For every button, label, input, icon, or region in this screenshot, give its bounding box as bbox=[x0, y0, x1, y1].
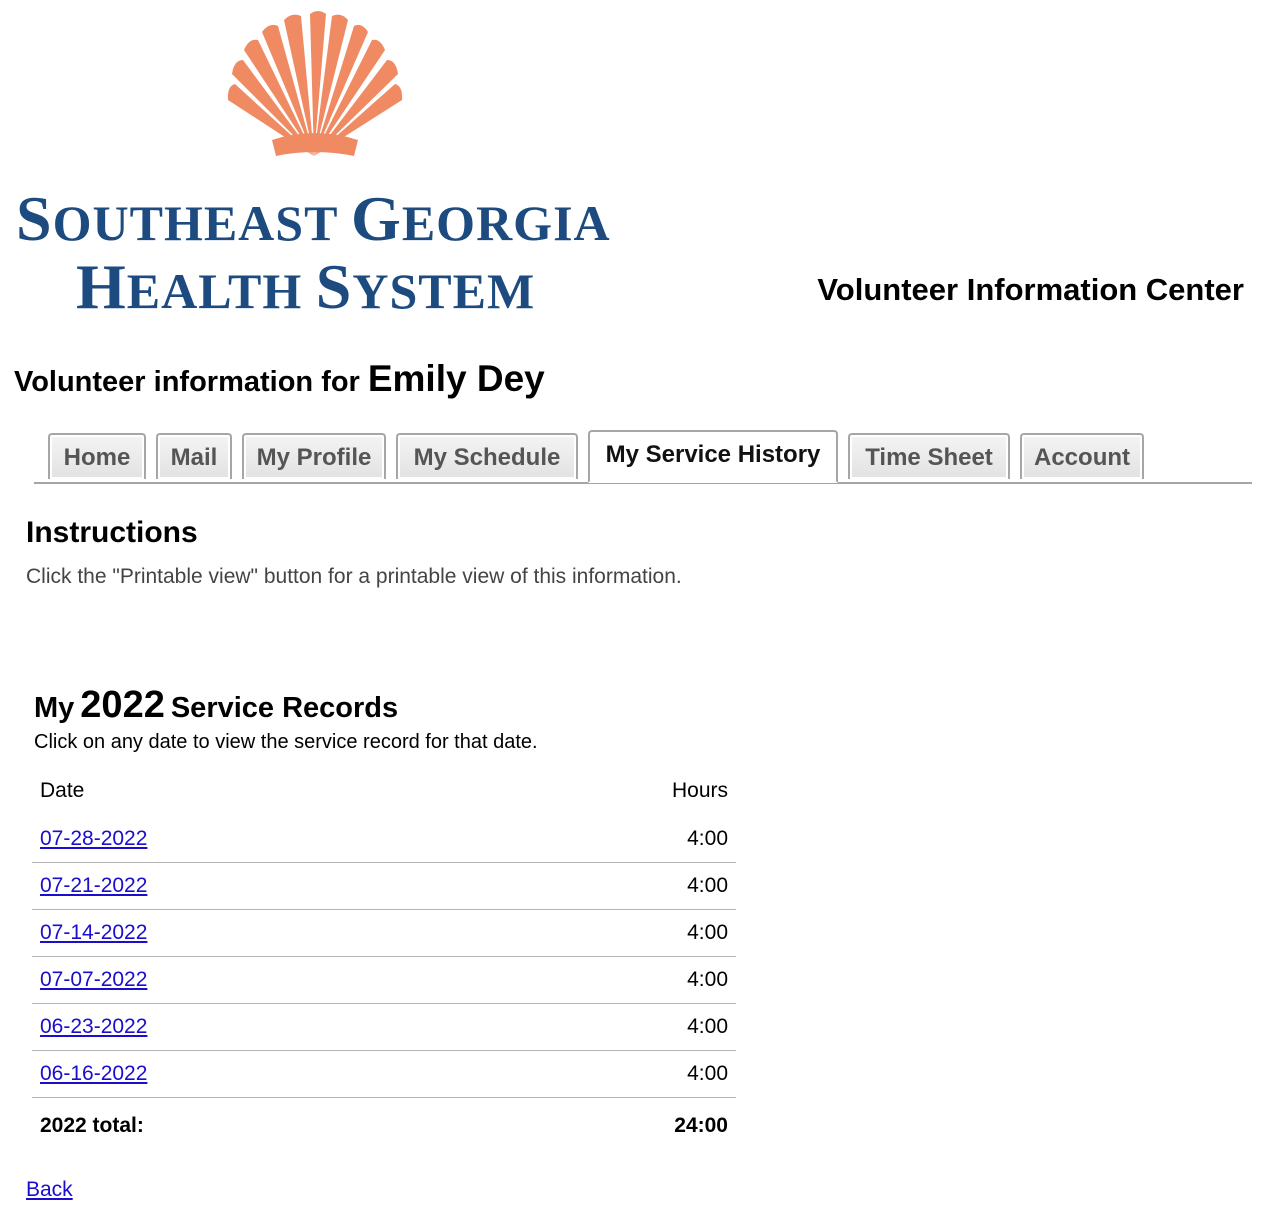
service-hours: 4:00 bbox=[477, 863, 736, 910]
service-hours: 4:00 bbox=[477, 816, 736, 863]
table-row bbox=[32, 863, 736, 910]
total-row bbox=[32, 1098, 736, 1155]
back-link[interactable]: Back bbox=[26, 1178, 73, 1201]
instructions-text: Click the "Printable view" button for a printable view of this information. bbox=[26, 565, 682, 588]
service-date-link[interactable]: 06-16-2022 bbox=[40, 1062, 148, 1085]
volunteer-heading bbox=[14, 358, 545, 400]
service-date-link[interactable]: 07-14-2022 bbox=[40, 921, 148, 944]
logo-text-line1: SOUTHEAST GEORGIA bbox=[16, 183, 611, 254]
instructions-title: Instructions bbox=[26, 516, 198, 549]
service-records-table bbox=[32, 766, 736, 1154]
logo-text-line2: HEALTH SYSTEM bbox=[76, 251, 536, 322]
scallop-shell-icon bbox=[14, 6, 604, 176]
service-hours: 4:00 bbox=[477, 1004, 736, 1051]
service-date-link[interactable]: 06-23-2022 bbox=[40, 1015, 148, 1038]
tab-my-profile[interactable]: My Profile bbox=[242, 433, 386, 479]
total-hours: 24:00 bbox=[674, 1114, 728, 1137]
volunteer-name: Emily Dey bbox=[367, 358, 545, 399]
table-row bbox=[32, 957, 736, 1004]
service-hours: 4:00 bbox=[477, 1051, 736, 1098]
table-row bbox=[32, 816, 736, 863]
tab-bar bbox=[34, 430, 1252, 484]
column-header-date: Date bbox=[40, 779, 85, 802]
total-label: 2022 total: bbox=[40, 1114, 144, 1137]
service-date-link[interactable]: 07-07-2022 bbox=[40, 968, 148, 991]
tab-home[interactable]: Home bbox=[48, 433, 146, 479]
column-header-hours: Hours bbox=[671, 779, 728, 802]
service-hours: 4:00 bbox=[477, 910, 736, 957]
table-row bbox=[32, 1004, 736, 1051]
table-row bbox=[32, 1051, 736, 1098]
tab-time-sheet[interactable]: Time Sheet bbox=[848, 433, 1010, 479]
records-title bbox=[34, 684, 398, 727]
page-title: Volunteer Information Center bbox=[817, 272, 1244, 307]
southeast-georgia-logo bbox=[14, 6, 611, 322]
table-header-row bbox=[32, 766, 736, 816]
tab-account[interactable]: Account bbox=[1020, 433, 1144, 479]
table-row bbox=[32, 910, 736, 957]
records-title-prefix: My bbox=[34, 692, 75, 724]
volunteer-heading-prefix: Volunteer information for bbox=[14, 366, 360, 398]
service-date-link[interactable]: 07-21-2022 bbox=[40, 874, 148, 897]
service-hours: 4:00 bbox=[477, 957, 736, 1004]
records-title-suffix: Service Records bbox=[170, 692, 399, 724]
records-year: 2022 bbox=[80, 684, 165, 726]
tab-mail[interactable]: Mail bbox=[156, 433, 232, 479]
service-date-link[interactable]: 07-28-2022 bbox=[40, 827, 148, 850]
records-subtitle: Click on any date to view the service record for that date. bbox=[34, 731, 538, 753]
tab-my-service-history[interactable]: My Service History bbox=[588, 430, 838, 483]
tab-my-schedule[interactable]: My Schedule bbox=[396, 433, 578, 479]
